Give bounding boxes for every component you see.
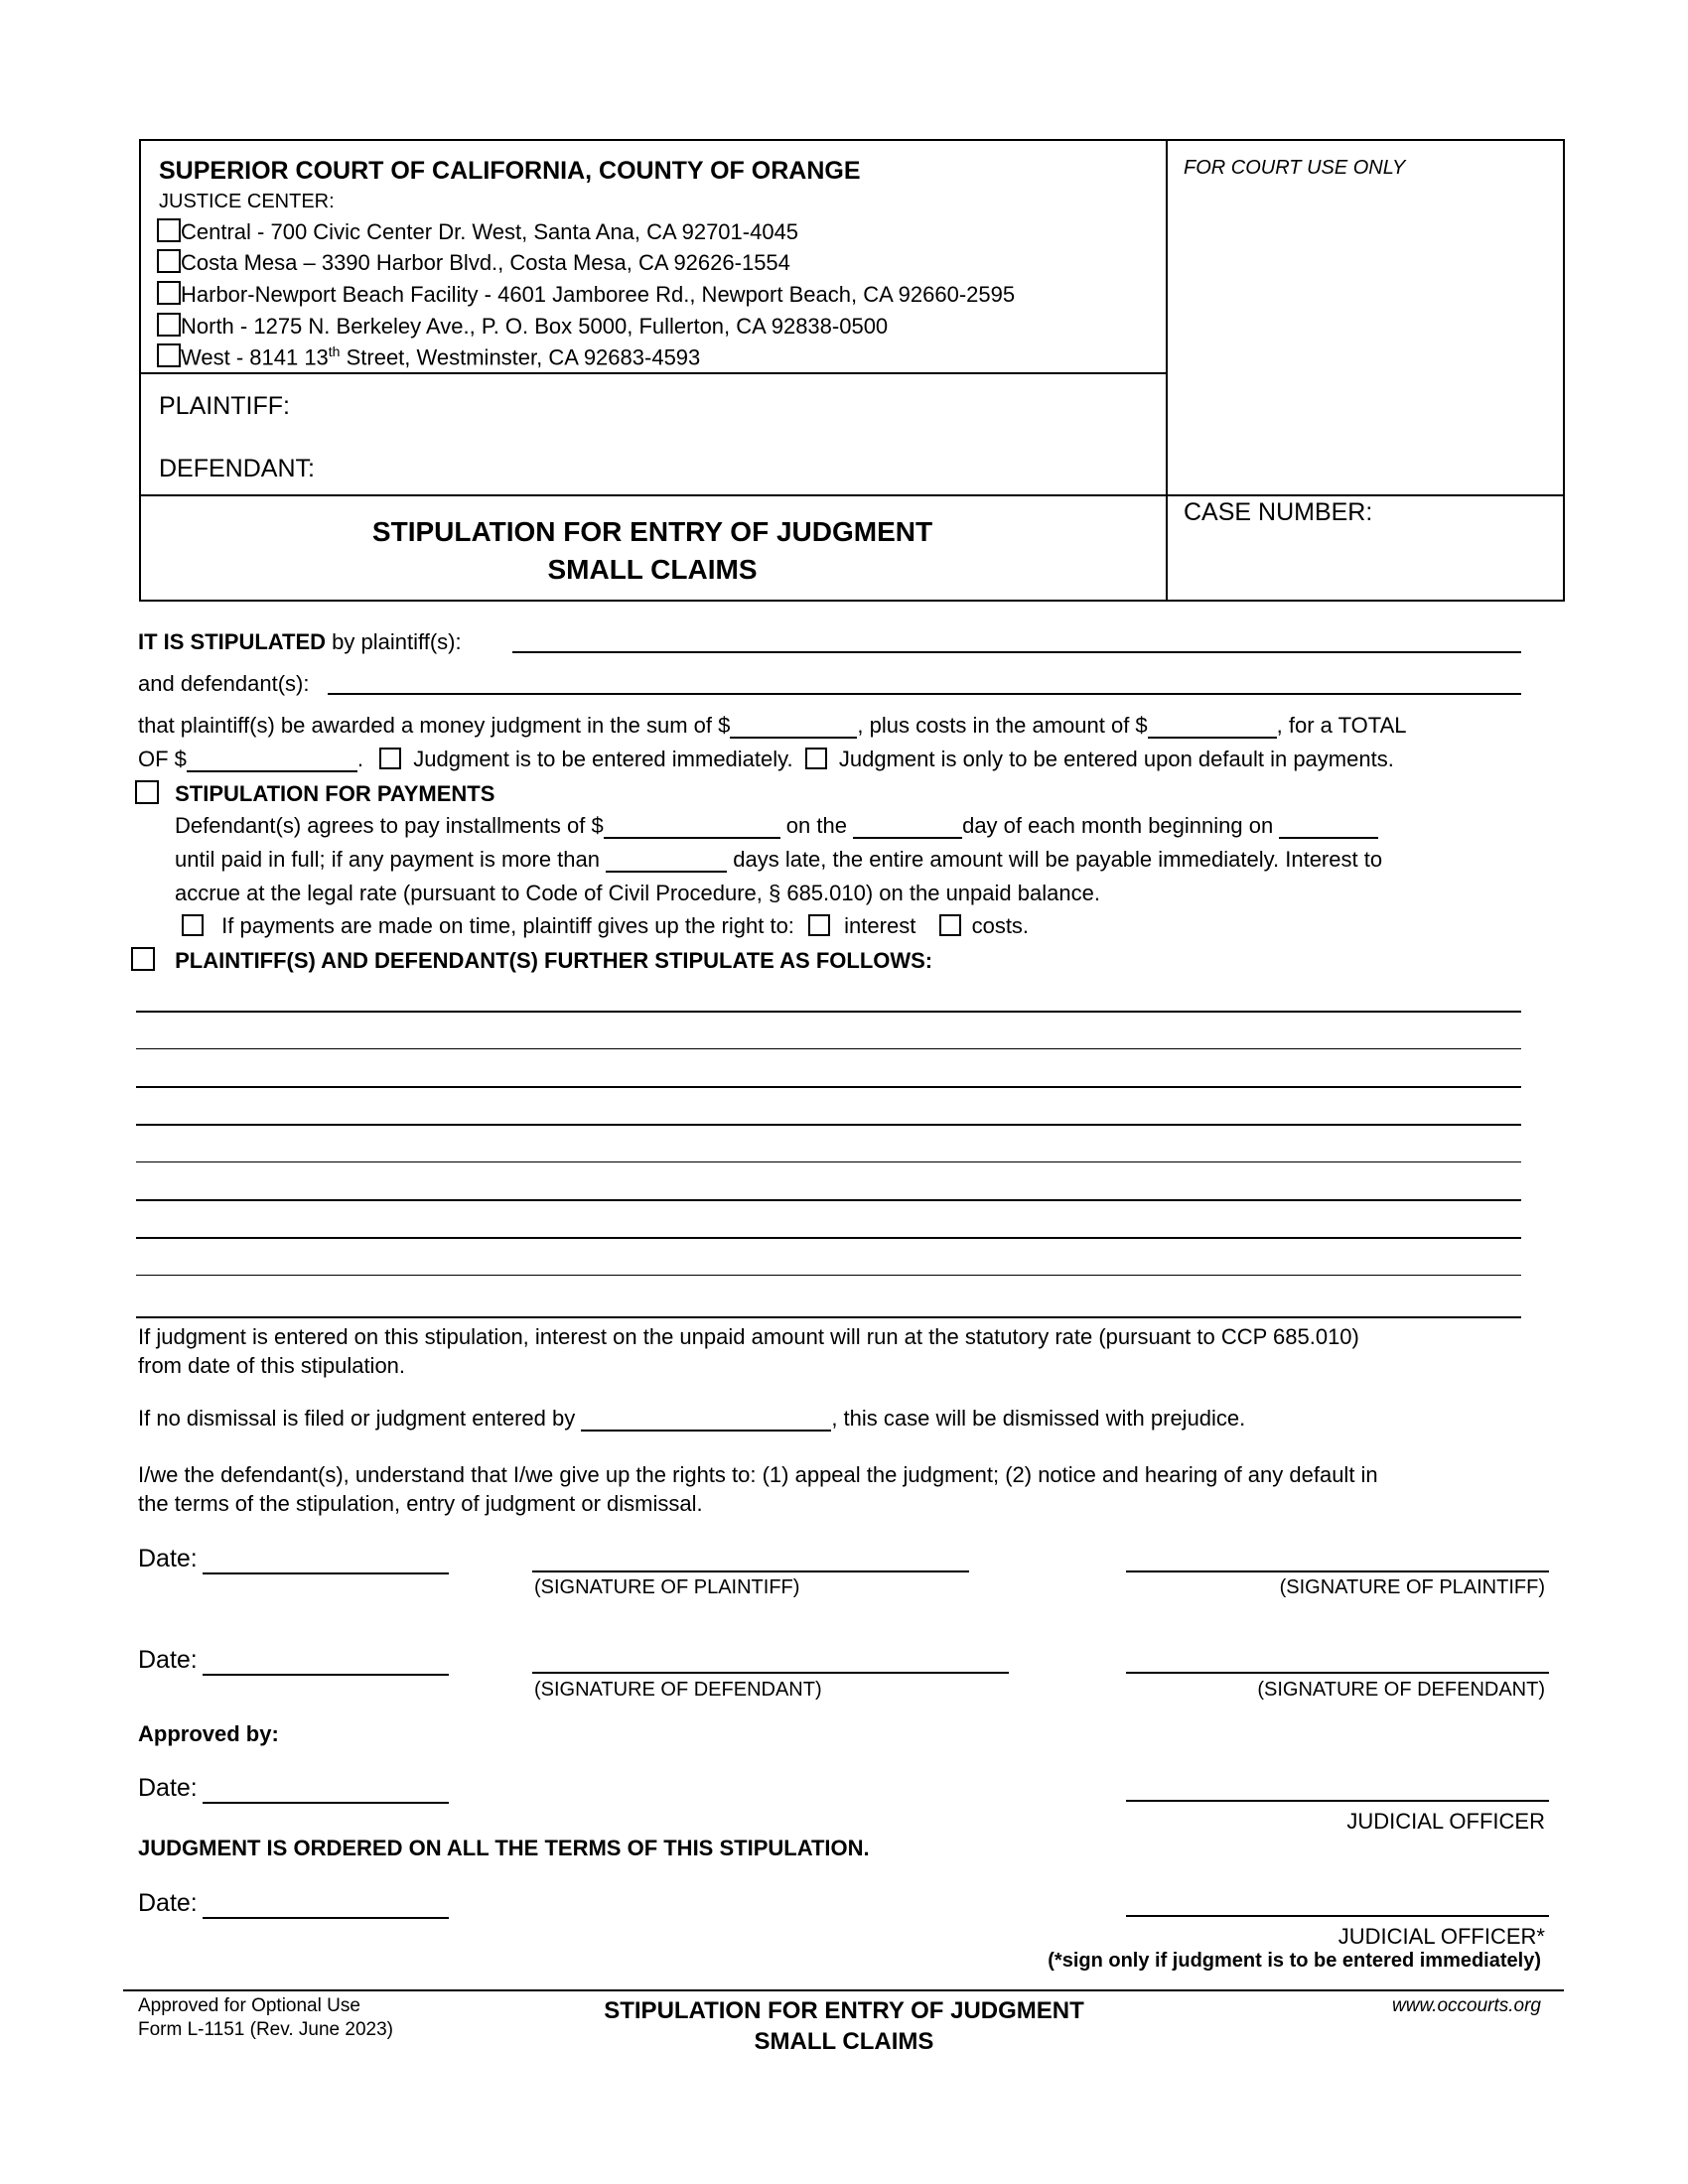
title-line-1: STIPULATION FOR ENTRY OF JUDGMENT [371, 516, 933, 547]
footer-title-line-2: SMALL CLAIMS [754, 2028, 934, 2055]
costs-amount-field[interactable] [1148, 715, 1277, 739]
date-field-1[interactable] [203, 1572, 449, 1574]
plaintiffs-name-field[interactable] [512, 651, 1521, 653]
further-line-7[interactable] [136, 1237, 1521, 1239]
defendant-label: DEFENDANT: [159, 455, 315, 482]
center-north-label: North - 1275 N. Berkeley Ave., P. O. Box 5000, Fullerton, CA 92838-0500 [181, 314, 889, 339]
payment-day-field[interactable] [853, 815, 962, 839]
interest-checkbox[interactable] [808, 914, 830, 936]
center-harbor-label: Harbor-Newport Beach Facility - 4601 Jamboree Rd., Newport Beach, CA 92660-2595 [181, 282, 1016, 307]
date-field-4[interactable] [203, 1917, 449, 1919]
installment-amount-field[interactable] [604, 815, 780, 839]
case-number-label: CASE NUMBER: [1184, 498, 1373, 526]
further-line-1[interactable] [136, 1011, 1521, 1013]
costa-mesa-checkbox[interactable] [157, 249, 181, 273]
footer-form-number: Form L-1151 (Rev. June 2023) [138, 2019, 393, 2040]
center-harbor [157, 281, 1015, 308]
interest-notice-1: If judgment is entered on this stipulation, interest on the unpaid amount will run at the statutory rate (pursuant to CCP 685.010) [138, 1324, 1359, 1349]
footer-title-line-1: STIPULATION FOR ENTRY OF JUDGMENT [604, 1997, 1084, 2024]
further-line-4[interactable] [136, 1124, 1521, 1126]
further-line-9[interactable] [136, 1316, 1521, 1318]
stipulated-line [138, 629, 462, 655]
court-name: SUPERIOR COURT OF CALIFORNIA, COUNTY OF ORANGE [159, 157, 861, 185]
court-use-only: FOR COURT USE ONLY [1184, 157, 1406, 179]
pay-line-1-b: on the [779, 813, 854, 838]
justice-center-label: JUSTICE CENTER: [159, 191, 335, 212]
judgment-immediately-checkbox[interactable] [379, 748, 401, 769]
date-label-4: Date: [138, 1889, 198, 1917]
and-defendants-label: and defendant(s): [138, 671, 310, 696]
judgment-default-checkbox[interactable] [805, 748, 827, 769]
west-checkbox[interactable] [157, 343, 181, 367]
date-field-2[interactable] [203, 1674, 449, 1676]
center-west-label: West - 8141 13 [181, 344, 329, 370]
title-section-divider [139, 494, 1565, 496]
beginning-date-field[interactable] [1279, 815, 1378, 839]
money-line-1 [138, 713, 1407, 739]
interest-label: interest [844, 913, 916, 938]
footer-rule [123, 1989, 1564, 1991]
date-label-2: Date: [138, 1646, 198, 1674]
costs-label: costs. [971, 913, 1030, 938]
judicial-officer-caption: JUDICIAL OFFICER [1346, 1809, 1545, 1834]
days-late-field[interactable] [606, 849, 727, 873]
footer-website[interactable]: www.occourts.org [1392, 1995, 1541, 2016]
stip-payments-title: STIPULATION FOR PAYMENTS [175, 781, 495, 806]
plaintiff-signature-1-line[interactable] [532, 1570, 969, 1572]
center-west [157, 343, 700, 370]
plaintiff-label: PLAINTIFF: [159, 392, 290, 420]
ontime-checkbox[interactable] [182, 914, 204, 936]
money-line-1-c: , for a TOTAL [1276, 713, 1407, 738]
money-line-1-a: that plaintiff(s) be awarded a money judgment in the sum of $ [138, 713, 731, 738]
money-line-2-b: . [356, 747, 364, 771]
plaintiff-signature-2-caption: (SIGNATURE OF PLAINTIFF) [1279, 1576, 1545, 1598]
center-north [157, 313, 888, 340]
stipulated-rest: by plaintiff(s): [326, 629, 462, 654]
further-stipulate-row [131, 947, 932, 974]
ontime-text: If payments are made on time, plaintiff gives up the right to: [221, 913, 794, 938]
north-checkbox[interactable] [157, 313, 181, 337]
rights-2: the terms of the stipulation, entry of judgment or dismissal. [138, 1491, 703, 1516]
center-west-sup: th [328, 343, 341, 359]
pay-line-2-a: until paid in full; if any payment is more than [175, 847, 607, 872]
further-line-8[interactable] [136, 1275, 1521, 1276]
footer-approved-optional: Approved for Optional Use [138, 1995, 360, 2016]
further-stipulate-title: PLAINTIFF(S) AND DEFENDANT(S) FURTHER STIPULATE AS FOLLOWS: [175, 948, 933, 973]
defendant-signature-1-line[interactable] [532, 1672, 1009, 1674]
further-line-6[interactable] [136, 1199, 1521, 1201]
plaintiff-signature-1-caption: (SIGNATURE OF PLAINTIFF) [534, 1576, 800, 1598]
caption-vertical-divider [1166, 139, 1168, 602]
pay-line-1-a: Defendant(s) agrees to pay installments of $ [175, 813, 604, 838]
judgment-default-label: Judgment is only to be entered upon default in payments. [838, 747, 1394, 771]
pay-line-3: accrue at the legal rate (pursuant to Code of Civil Procedure, § 685.010) on the unpaid balance. [175, 881, 1100, 905]
further-stipulate-checkbox[interactable] [131, 947, 155, 971]
date-label-3: Date: [138, 1774, 198, 1802]
dismissal-date-field[interactable] [581, 1408, 831, 1432]
center-central [157, 218, 798, 245]
center-west-label-rest: Street, Westminster, CA 92683-4593 [340, 344, 701, 370]
dismissal-line [138, 1406, 1245, 1432]
money-line-2-a: OF $ [138, 747, 187, 771]
pay-line-1-c: day of each month beginning on [962, 813, 1280, 838]
title-line-2: SMALL CLAIMS [547, 554, 758, 585]
center-costa-mesa [157, 249, 790, 276]
interest-notice-2: from date of this stipulation. [138, 1353, 406, 1378]
costs-checkbox[interactable] [939, 914, 961, 936]
stip-payments-row [135, 780, 494, 807]
dismissal-b: , this case will be dismissed with prejudice. [831, 1406, 1246, 1431]
judicial-officer-star-caption: JUDICIAL OFFICER* [1337, 1924, 1545, 1949]
judicial-officer-star-signature-line[interactable] [1126, 1915, 1549, 1917]
stip-payments-checkbox[interactable] [135, 780, 159, 804]
approved-by: Approved by: [138, 1721, 279, 1746]
further-line-5[interactable] [136, 1161, 1521, 1162]
harbor-checkbox[interactable] [157, 281, 181, 305]
date-label-1: Date: [138, 1545, 198, 1572]
pay-line-1 [175, 813, 1378, 839]
pay-line-2 [175, 847, 1382, 873]
defendant-signature-2-line[interactable] [1126, 1672, 1549, 1674]
center-costa-mesa-label: Costa Mesa – 3390 Harbor Blvd., Costa Mesa, CA 92626-1554 [181, 250, 790, 275]
center-central-label: Central - 700 Civic Center Dr. West, Santa Ana, CA 92701-4045 [181, 219, 799, 244]
money-line-1-b: , plus costs in the amount of $ [857, 713, 1148, 738]
money-line-2 [138, 747, 1394, 772]
total-amount-field[interactable] [187, 749, 357, 772]
judgment-sum-field[interactable] [730, 715, 857, 739]
ontime-row [182, 913, 1029, 939]
pay-line-2-b: days late, the entire amount will be payable immediately. Interest to [727, 847, 1383, 872]
stipulated-bold: IT IS STIPULATED [138, 629, 327, 654]
plaintiff-signature-2-line[interactable] [1126, 1570, 1549, 1572]
rights-1: I/we the defendant(s), understand that I/we give up the rights to: (1) appeal the judgment; (2) notice and hearing of any default in [138, 1462, 1378, 1487]
judgment-ordered: JUDGMENT IS ORDERED ON ALL THE TERMS OF THIS STIPULATION. [138, 1836, 870, 1860]
defendant-signature-1-caption: (SIGNATURE OF DEFENDANT) [534, 1679, 822, 1701]
defendants-name-field[interactable] [328, 693, 1521, 695]
further-line-2[interactable] [136, 1048, 1521, 1049]
date-field-3[interactable] [203, 1802, 449, 1804]
defendant-signature-2-caption: (SIGNATURE OF DEFENDANT) [1257, 1679, 1545, 1701]
judicial-officer-signature-line[interactable] [1126, 1800, 1549, 1802]
dismissal-a: If no dismissal is filed or judgment entered by [138, 1406, 582, 1431]
sign-only-note: (*sign only if judgment is to be entered immediately) [1048, 1950, 1541, 1972]
central-checkbox[interactable] [157, 218, 181, 242]
judgment-immediately-label: Judgment is to be entered immediately. [413, 747, 793, 771]
court-section-divider [139, 372, 1168, 374]
further-line-3[interactable] [136, 1086, 1521, 1088]
